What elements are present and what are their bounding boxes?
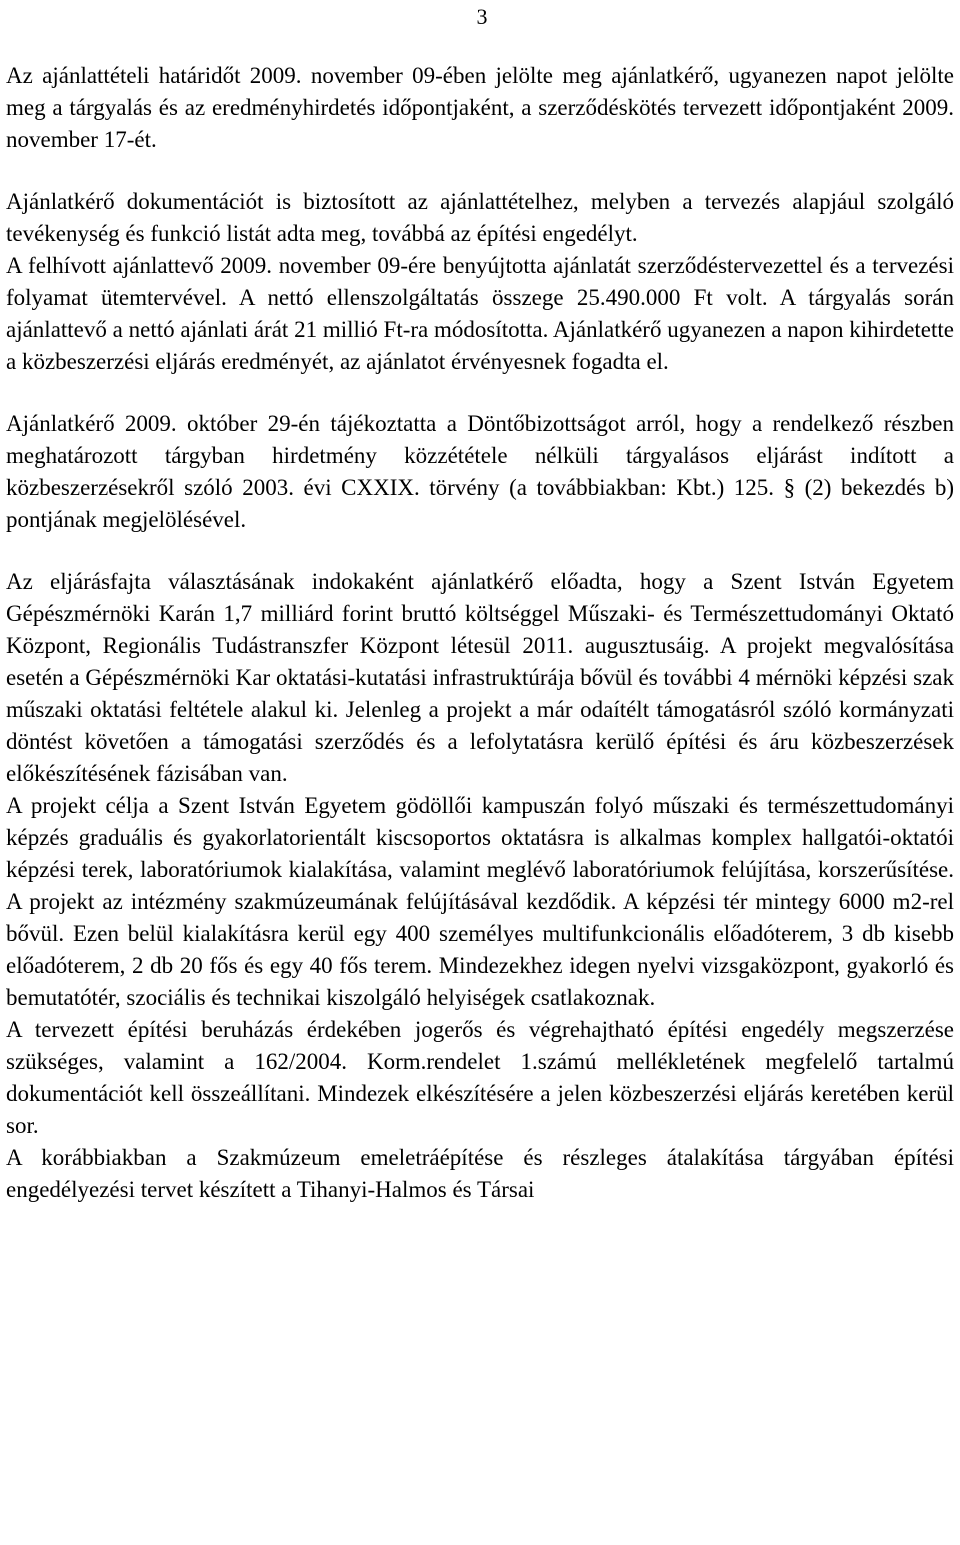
paragraph-spacer	[6, 156, 954, 186]
paragraph-project-goal: A projekt célja a Szent István Egyetem gödöllői kampuszán folyó műszaki és természettudományi képzés graduális és gyakorlatorientált kiscsoportos oktatásra is alkalmas komplex hallgatói-oktatói képzési terek, laboratóriumok kialakítása, valamint meglévő laboratóriumok felújítása, korszerűsítése. A projekt az intézmény szakmúzeumának felújításával kezdődik. A képzési tér mintegy 6000 m2-rel bővül. Ezen belül kialakításra kerül egy 400 személyes multifunkcionális előadóterem, 3 db kisebb előadóterem, 2 db 20 fős és egy 40 fős terem. Mindezekhez idegen nyelvi vizsgaközpont, gyakorló és bemutatótér, szociális és technikai kiszolgáló helyiségek csatlakoznak.	[6, 793, 954, 1010]
paragraph-bid-submission: A felhívott ajánlattevő 2009. november 09-ére benyújtotta ajánlatát szerződéstervezettel és a tervezési folyamat ütemtervével. A nettó ellenszolgáltatás összege 25.490.000 Ft volt. A tárgyalás során ajánlattevő a nettó ajánlati árát 21 millió Ft-ra módosította. Ajánlatkérő ugyanezen a napon kihirdetette a közbeszerzési eljárás eredményét, az ajánlatot érvényesnek fogadta el.	[6, 253, 954, 374]
document-body	[6, 60, 954, 1206]
paragraph-deadline: Az ajánlattételi határidőt 2009. november 09-ében jelölte meg ajánlatkérő, ugyanezen napot jelölte meg a tárgyalás és az eredményhirdetés időpontjaként, a szerződéskötés tervezett időpontjaként 2009. november 17-ét.	[6, 63, 954, 152]
page-number: 3	[476, 4, 488, 29]
paragraph-museum: A korábbiakban a Szakmúzeum emeletráépítése és részleges átalakítása tárgyában építési engedélyezési tervet készített a Tihanyi-Halmos és Társai	[6, 1145, 954, 1202]
paragraph-spacer	[6, 536, 954, 566]
paragraph-building-permit: A tervezett építési beruházás érdekében jogerős és végrehajtható építési engedély megszerzése szükséges, valamint a 162/2004. Korm.rendelet 1.számú mellékletének megfelelő tartalmú dokumentációt kell összeállítani. Mindezek elkészítésére a jelen közbeszerzési eljárás keretében kerül sor.	[6, 1017, 954, 1138]
paragraph-procedure-reason: Az eljárásfajta választásának indokaként ajánlatkérő előadta, hogy a Szent István Egyetem Gépészmérnöki Karán 1,7 milliárd forint bruttó költséggel Műszaki- és Természettudományi Oktató Központ, Regionális Tudástranszfer Központ létesül 2011. augusztusáig. A projekt megvalósítása esetén a Gépészmérnöki Kar oktatási-kutatási infrastruktúrája bővül és további 4 mérnöki képzési szak műszaki oktatási feltétele alakul ki. Jelenleg a projekt a már odaítélt támogatásról szóló kormányzati döntést követően a támogatási szerződés és a lefolytatásra kerülő építési és áru közbeszerzések előkészítésének fázisában van.	[6, 569, 954, 786]
paragraph-documentation: Ajánlatkérő dokumentációt is biztosított az ajánlattételhez, melyben a tervezés alapjául szolgáló tevékenység és funkció listát adta meg, továbbá az építési engedélyt.	[6, 189, 954, 246]
paragraph-notification: Ajánlatkérő 2009. október 29-én tájékoztatta a Döntőbizottságot arról, hogy a rendelkező részben meghatározott tárgyban hirdetmény közzététele nélküli tárgyalásos eljárást indított a közbeszerzésekről szóló 2003. évi CXXIX. törvény (a továbbiakban: Kbt.) 125. § (2) bekezdés b) pontjának megjelölésével.	[6, 411, 954, 532]
paragraph-spacer	[6, 378, 954, 408]
